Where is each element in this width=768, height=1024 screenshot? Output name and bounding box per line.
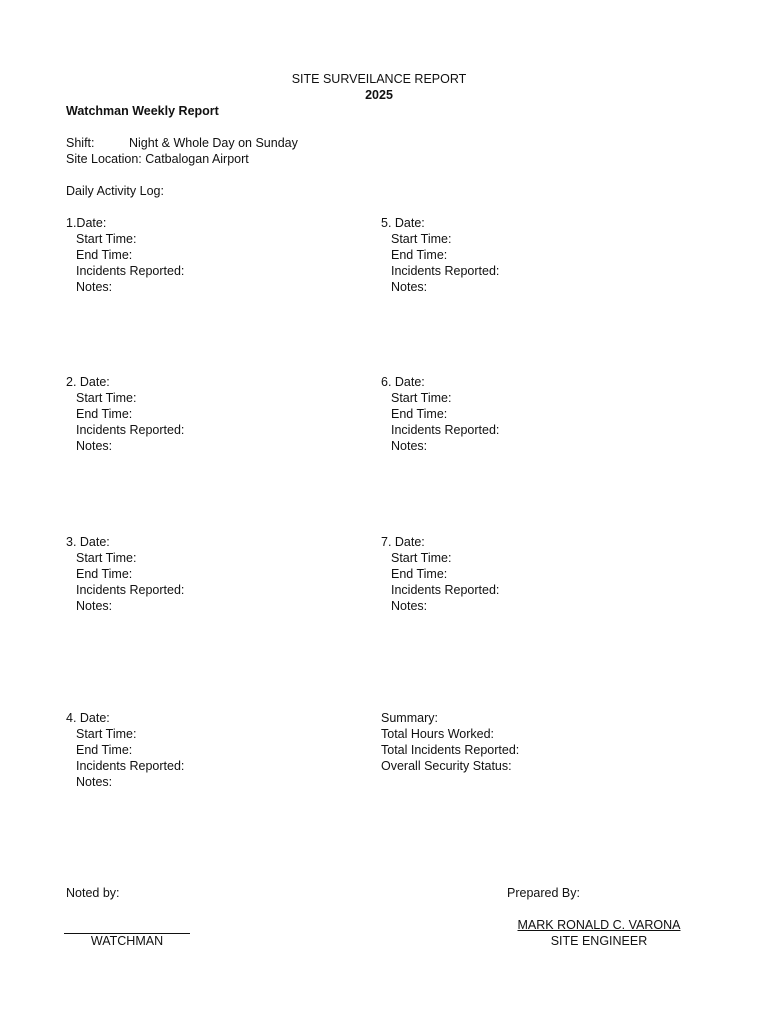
entry-end-time: End Time: (76, 567, 133, 581)
entry-date: 6. Date: (381, 375, 425, 389)
entry-date: 7. Date: (381, 535, 425, 549)
entry-notes: Notes: (76, 439, 113, 453)
entry-end-time: End Time: (391, 567, 448, 581)
entry-end-time: End Time: (76, 743, 133, 757)
engineer-name: MARK RONALD C. VARONA (517, 918, 681, 932)
entry-start-time: Start Time: (391, 391, 452, 405)
entry-incidents: Incidents Reported: (391, 583, 500, 597)
engineer-title: SITE ENGINEER (550, 934, 648, 948)
entry-notes: Notes: (76, 775, 113, 789)
shift-label: Shift: (66, 136, 95, 150)
entry-start-time: Start Time: (76, 391, 137, 405)
log-entry-7 (381, 534, 499, 614)
report-year: 2025 (365, 88, 393, 102)
log-entry-6 (381, 374, 499, 454)
noted-by-label: Noted by: (66, 886, 120, 900)
entry-start-time: Start Time: (76, 727, 137, 741)
watchman-title: WATCHMAN (90, 934, 164, 948)
entry-notes: Notes: (76, 280, 113, 294)
entry-date: 4. Date: (66, 711, 110, 725)
entry-notes: Notes: (391, 280, 428, 294)
daily-log-label: Daily Activity Log: (66, 184, 164, 198)
report-subtitle: Watchman Weekly Report (66, 104, 219, 118)
entry-notes: Notes: (391, 599, 428, 613)
entry-incidents: Incidents Reported: (76, 264, 185, 278)
summary-label: Summary: (381, 711, 438, 725)
site-location: Site Location: Catbalogan Airport (66, 152, 249, 166)
entry-incidents: Incidents Reported: (76, 759, 185, 773)
report-title: SITE SURVEILANCE REPORT (291, 72, 467, 86)
prepared-by-label: Prepared By: (507, 886, 580, 900)
entry-end-time: End Time: (391, 407, 448, 421)
entry-notes: Notes: (76, 599, 113, 613)
shift-value: Night & Whole Day on Sunday (129, 136, 298, 150)
summary-total-hours: Total Hours Worked: (381, 727, 495, 741)
entry-end-time: End Time: (391, 248, 448, 262)
entry-incidents: Incidents Reported: (391, 264, 500, 278)
log-entry-4 (66, 710, 184, 790)
entry-date: 1.Date: (66, 216, 107, 230)
entry-end-time: End Time: (76, 407, 133, 421)
entry-start-time: Start Time: (76, 232, 137, 246)
entry-start-time: Start Time: (391, 232, 452, 246)
summary-total-incidents: Total Incidents Reported: (381, 743, 520, 757)
log-entry-1 (66, 215, 184, 295)
log-entry-2 (66, 374, 184, 454)
log-entry-5 (381, 215, 499, 295)
entry-incidents: Incidents Reported: (391, 423, 500, 437)
summary-block (381, 710, 519, 774)
entry-date: 2. Date: (66, 375, 110, 389)
entry-date: 3. Date: (66, 535, 110, 549)
entry-incidents: Incidents Reported: (76, 583, 185, 597)
entry-end-time: End Time: (76, 248, 133, 262)
summary-security-status: Overall Security Status: (381, 759, 512, 773)
entry-start-time: Start Time: (391, 551, 452, 565)
entry-incidents: Incidents Reported: (76, 423, 185, 437)
entry-start-time: Start Time: (76, 551, 137, 565)
entry-notes: Notes: (391, 439, 428, 453)
entry-date: 5. Date: (381, 216, 425, 230)
log-entry-3 (66, 534, 184, 614)
